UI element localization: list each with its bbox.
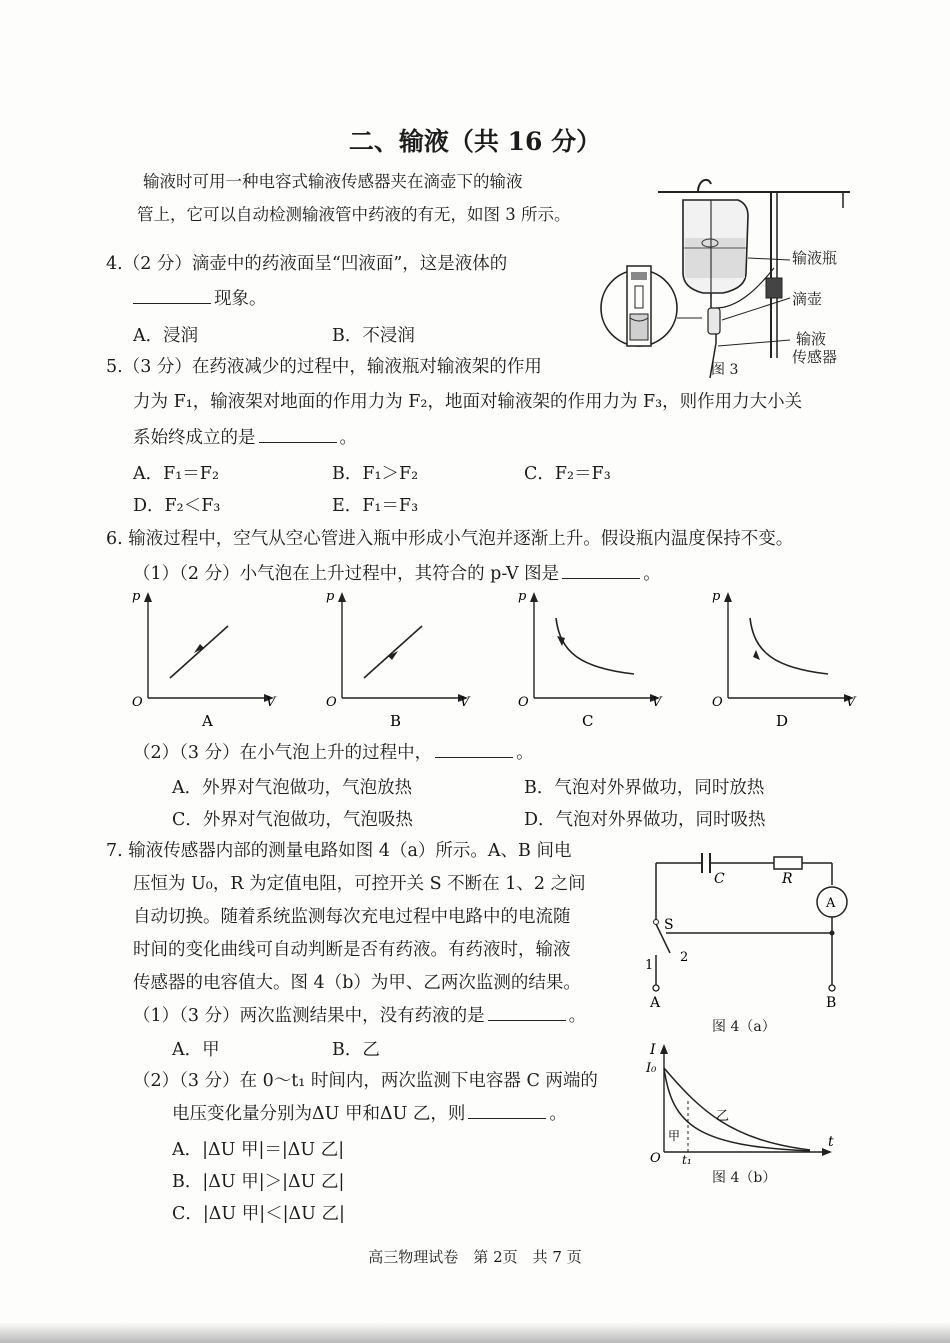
label-t: t bbox=[828, 1134, 834, 1150]
fig3-label-bottle: 输液瓶 bbox=[792, 249, 838, 267]
q4-stem: 4.（2 分）滴壶中的药液面呈“凹液面”，这是液体的 bbox=[106, 254, 508, 274]
q5-option-e[interactable]: E．F₁＝F₃ bbox=[332, 496, 419, 516]
pv-graph-c-curve bbox=[556, 618, 634, 674]
q5-option-c[interactable]: C．F₂＝F₃ bbox=[524, 464, 611, 484]
label-1: 1 bbox=[645, 958, 654, 973]
label-2: 2 bbox=[680, 950, 689, 965]
label-I0: I₀ bbox=[646, 1061, 657, 1076]
q7-stem-3: 自动切换。随着系统监测每次充电过程中电路中的电流随 bbox=[133, 907, 571, 927]
pv-graph-c-origin: O bbox=[518, 695, 529, 710]
q6-option-a[interactable]: A．外界对气泡做功，气泡放热 bbox=[172, 778, 413, 798]
q4-option-a[interactable]: A．浸润 bbox=[133, 326, 199, 346]
q4-option-b[interactable]: B．不浸润 bbox=[332, 326, 415, 346]
pv-graph-c-label: C bbox=[582, 712, 594, 730]
q5-stem-2: 力为 F₁，输液架对地面的作用力为 F₂，地面对输液架的作用力为 F₃，则作用力大小关 bbox=[133, 392, 803, 412]
pv-graph-a-x-label: V bbox=[266, 695, 276, 710]
q7-sub2-stem-2: 电压变化量分别为ΔU 甲和ΔU 乙，则 。 bbox=[172, 1104, 567, 1124]
pv-graph-a-label: A bbox=[202, 712, 213, 730]
pv-graph-b-origin: O bbox=[326, 695, 337, 710]
q5-stem-3: 系始终成立的是 。 bbox=[133, 428, 357, 448]
fig3-label-sensor-line2: 传感器 bbox=[792, 348, 838, 366]
intro-line-1: 输液时可用一种电容式输液传感器夹在滴壶下的输液 bbox=[143, 172, 523, 191]
fig3-label-drip-chamber: 滴壶 bbox=[792, 290, 823, 308]
pv-graph-a-curve bbox=[170, 626, 228, 678]
pv-graph-c-arrow bbox=[557, 636, 565, 646]
label-I: I bbox=[650, 1042, 656, 1058]
pv-graph-d-y-label: p bbox=[712, 590, 721, 604]
pv-graph-d-curve bbox=[750, 618, 828, 674]
label-S: S bbox=[664, 917, 674, 933]
intro-line-2: 管上，它可以自动检测输液管中药液的有无，如图 3 所示。 bbox=[137, 205, 571, 224]
fig4a-caption: 图 4（a） bbox=[712, 1019, 776, 1035]
fig3-label-sensor-line1: 输液 bbox=[796, 330, 827, 348]
fig4b-caption: 图 4（b） bbox=[712, 1170, 777, 1186]
label-jia: 甲 bbox=[668, 1129, 681, 1143]
pv-graph-c[interactable] bbox=[514, 590, 664, 730]
q6-sub1: （1）（2 分）小气泡在上升过程中，其符合的 p-V 图是 。 bbox=[133, 564, 661, 584]
figure-4a-circuit bbox=[640, 845, 850, 1015]
q6-option-d[interactable]: D．气泡对外界做功，同时吸热 bbox=[524, 810, 766, 830]
resistor bbox=[774, 857, 802, 869]
pv-graph-d-label: D bbox=[776, 712, 789, 730]
q4-answer-blank[interactable] bbox=[133, 287, 211, 304]
label-A: A bbox=[650, 995, 661, 1011]
q5-answer-blank[interactable] bbox=[259, 426, 337, 443]
section-title: 二、输液（共 16 分） bbox=[348, 127, 602, 156]
q6-option-b[interactable]: B．气泡对外界做功，同时放热 bbox=[524, 778, 765, 798]
q6-sub2-answer-blank[interactable] bbox=[435, 741, 513, 758]
q7-sub2-stem: （2）（3 分）在 0～t₁ 时间内，两次监测下电容器 C 两端的 bbox=[133, 1071, 598, 1091]
label-ammeter: A bbox=[826, 896, 836, 911]
label-yi: 乙 bbox=[716, 1109, 730, 1124]
q5-stem: 5.（3 分）在药液减少的过程中，输液瓶对输液架的作用 bbox=[106, 357, 542, 377]
pv-graph-b-label: B bbox=[390, 712, 402, 730]
pv-graph-b-curve bbox=[364, 626, 422, 678]
q7-sub2-option-c[interactable]: C．|ΔU 甲|＜|ΔU 乙| bbox=[172, 1204, 345, 1224]
pv-graph-d-arrow bbox=[753, 650, 760, 660]
q7-sub1-option-b[interactable]: B．乙 bbox=[332, 1040, 380, 1060]
q7-sub2-option-a[interactable]: A．|ΔU 甲|＝|ΔU 乙| bbox=[172, 1140, 345, 1160]
pv-graph-d-origin: O bbox=[712, 695, 723, 710]
pv-graph-d-x-label: V bbox=[846, 695, 856, 710]
q7-stem-1: 7. 输液传感器内部的测量电路如图 4（a）所示。A、B 间电 bbox=[106, 841, 572, 861]
page-footer: 高三物理试卷 第 2页 共 7 页 bbox=[368, 1248, 582, 1266]
pv-graph-d[interactable] bbox=[708, 590, 858, 730]
q7-sub1-answer-blank[interactable] bbox=[488, 1004, 566, 1021]
scan-bottom-shadow bbox=[0, 1322, 950, 1343]
curve-yi bbox=[664, 1068, 810, 1150]
pv-graph-b-x-label: V bbox=[460, 695, 470, 710]
pv-graph-c-x-label: V bbox=[652, 695, 662, 710]
q6-option-c[interactable]: C．外界对气泡做功，气泡吸热 bbox=[172, 810, 413, 830]
q7-stem-2: 压恒为 U₀，R 为定值电阻，可控开关 S 不断在 1、2 之间 bbox=[133, 874, 586, 894]
label-R: R bbox=[782, 871, 793, 887]
curve-jia bbox=[664, 1068, 810, 1151]
q5-option-b[interactable]: B．F₁＞F₂ bbox=[332, 464, 419, 484]
pv-graph-a[interactable] bbox=[128, 590, 278, 730]
q7-sub1-option-a[interactable]: A．甲 bbox=[172, 1040, 220, 1060]
q7-sub2-option-b[interactable]: B．|ΔU 甲|＞|ΔU 乙| bbox=[172, 1172, 345, 1192]
q5-option-d[interactable]: D．F₂＜F₃ bbox=[133, 496, 221, 516]
pv-graph-a-origin: O bbox=[132, 695, 143, 710]
figure-4b-current-graph bbox=[640, 1040, 850, 1165]
pv-graph-c-y-label: p bbox=[518, 590, 527, 604]
fig3-caption: 图 3 bbox=[711, 362, 739, 378]
q4-stem-2: 现象。 bbox=[133, 287, 267, 310]
label-t1: t₁ bbox=[682, 1153, 692, 1165]
q6-sub2: （2）（3 分）在小气泡上升的过程中， 。 bbox=[133, 743, 534, 763]
label-C: C bbox=[714, 871, 725, 887]
pv-graph-b[interactable] bbox=[322, 590, 472, 730]
q7-sub2-answer-blank[interactable] bbox=[468, 1102, 546, 1119]
q6-sub1-answer-blank[interactable] bbox=[562, 562, 640, 579]
label-B: B bbox=[826, 995, 837, 1011]
label-O: O bbox=[650, 1151, 661, 1165]
q5-option-a[interactable]: A．F₁＝F₂ bbox=[133, 464, 219, 484]
q7-stem-4: 时间的变化曲线可自动判断是否有药液。有药液时，输液 bbox=[133, 940, 571, 960]
pv-graph-b-y-label: p bbox=[326, 590, 335, 604]
q7-stem-5: 传感器的电容值大。图 4（b）为甲、乙两次监测的结果。 bbox=[133, 973, 581, 993]
pv-graph-a-y-label: p bbox=[132, 590, 141, 604]
q6-stem: 6. 输液过程中，空气从空心管进入瓶中形成小气泡并逐渐上升。假设瓶内温度保持不变。 bbox=[106, 529, 794, 549]
q7-sub1: （1）（3 分）两次监测结果中，没有药液的是 。 bbox=[133, 1006, 587, 1026]
